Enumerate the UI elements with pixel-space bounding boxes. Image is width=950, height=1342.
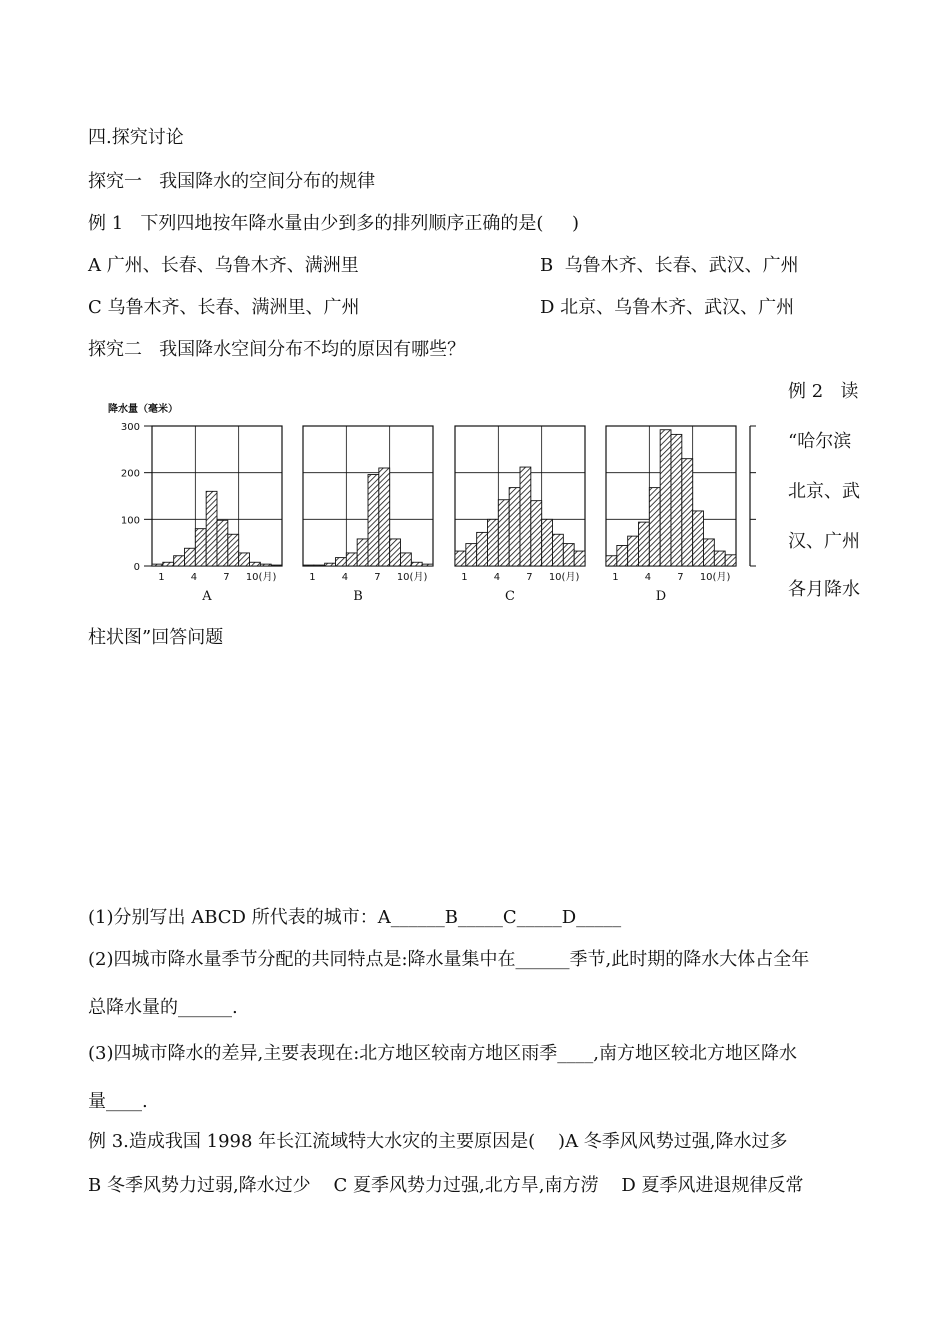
x-tick-label: 10(月) <box>699 572 731 583</box>
bar-d-month-4 <box>639 522 650 566</box>
option-c: C 乌鲁木齐、长春、满洲里、广州 <box>88 297 360 318</box>
bar-b-month-10 <box>401 553 412 566</box>
bar-c-month-1 <box>455 551 466 566</box>
bar-a-month-8 <box>228 534 239 566</box>
x-tick-label: 1 <box>158 572 165 583</box>
bar-c-month-5 <box>498 500 509 566</box>
bar-a-month-5 <box>195 529 206 566</box>
bar-a-month-12 <box>271 565 282 566</box>
bar-b-month-7 <box>368 475 379 566</box>
panel-caption-b: B <box>353 589 363 604</box>
option-b: B 乌鲁木齐、长春、武汉、广州 <box>540 255 799 276</box>
bar-c-month-2 <box>466 544 477 566</box>
precipitation-chart-svg <box>104 396 764 608</box>
x-tick-label: 7 <box>223 572 230 583</box>
bar-d-month-9 <box>693 511 704 566</box>
option-d: D 北京、乌鲁木齐、武汉、广州 <box>540 297 795 318</box>
example-three-line: 例 3.造成我国 1998 年长江流域特大水灾的主要原因是( )A 冬季风风势过强,降水过多 <box>88 1131 788 1152</box>
question-1: (1)分别写出 ABCD 所代表的城市：A______B_____C_____D_____ <box>88 907 622 928</box>
bar-a-month-6 <box>206 491 217 566</box>
example-two-side-line: 例 2 读 <box>788 381 859 402</box>
x-tick-label: 4 <box>493 572 501 583</box>
bar-c-month-6 <box>509 488 520 566</box>
y-tick-label: 200 <box>120 468 140 480</box>
y-axis-label: 降水量（毫米） <box>108 404 178 415</box>
example-two-side-line: 汉、广州 <box>788 531 860 552</box>
x-tick-label: 7 <box>526 572 533 583</box>
section-title: 四.探究讨论 <box>88 127 184 148</box>
y-tick-label: 300 <box>120 422 140 433</box>
bar-a-month-11 <box>260 564 271 566</box>
panel-caption-d: D <box>655 589 667 604</box>
bar-d-month-1 <box>606 556 617 566</box>
x-tick-label: 7 <box>374 572 381 583</box>
x-tick-label: 4 <box>190 572 198 583</box>
bar-c-month-4 <box>488 519 499 566</box>
example-two-tail: 柱状图”回答问题 <box>88 627 224 648</box>
question-3-cont: 量____. <box>88 1091 148 1112</box>
panel-caption-a: A <box>202 589 212 604</box>
question-2: (2)四城市降水量季节分配的共同特点是:降水量集中在______季节,此时期的降水大体占全年 <box>88 949 810 970</box>
x-tick-label: 10(月) <box>548 572 580 583</box>
bar-b-month-12 <box>422 564 433 566</box>
example-one-question: 例 1 下列四地按年降水量由少到多的排列顺序正确的是( ) <box>88 213 579 234</box>
explore-two-heading: 探究二 我国降水空间分布不均的原因有哪些？ <box>88 339 466 360</box>
x-tick-label: 4 <box>644 572 652 583</box>
bar-a-month-4 <box>185 548 196 566</box>
panel-caption-c: C <box>505 589 515 604</box>
bar-c-month-12 <box>574 551 585 566</box>
bar-b-month-4 <box>336 558 347 566</box>
x-tick-label: 4 <box>341 572 349 583</box>
bar-c-month-7 <box>520 467 531 566</box>
x-tick-label: 10(月) <box>245 572 277 583</box>
y-tick-label: 100 <box>120 515 140 527</box>
bar-c-month-11 <box>563 544 574 566</box>
example-two-side-line: 各月降水 <box>788 579 860 600</box>
question-2-cont: 总降水量的______. <box>88 997 238 1018</box>
bar-a-month-9 <box>239 553 250 566</box>
x-tick-label: 1 <box>461 572 468 583</box>
option-a: A 广州、长春、乌鲁木齐、满洲里 <box>88 255 359 276</box>
x-tick-label: 7 <box>677 572 684 583</box>
bar-d-month-11 <box>714 551 725 566</box>
bar-b-month-9 <box>390 539 401 566</box>
bar-c-month-3 <box>477 532 488 566</box>
bar-c-month-8 <box>531 501 542 566</box>
bar-d-month-8 <box>682 459 693 566</box>
bar-d-month-2 <box>617 545 628 566</box>
bar-a-month-1 <box>152 564 163 566</box>
x-tick-label: 1 <box>612 572 619 583</box>
bar-d-month-5 <box>649 488 660 566</box>
x-tick-label: 1 <box>309 572 316 583</box>
bar-a-month-2 <box>163 562 174 566</box>
bar-b-month-8 <box>379 468 390 566</box>
bar-b-month-6 <box>357 539 368 566</box>
bar-b-month-5 <box>346 553 357 566</box>
bar-b-month-1 <box>303 565 314 566</box>
question-3: (3)四城市降水的差异,主要表现在:北方地区较南方地区雨季____,南方地区较北方地区降水 <box>88 1043 798 1064</box>
bar-c-month-9 <box>542 519 553 566</box>
example-three-line: B 冬季风势力过弱,降水过少 C 夏季风势力过强,北方旱,南方涝 D 夏季风进退规律反常 <box>88 1175 804 1196</box>
bar-b-month-3 <box>325 563 336 566</box>
bar-d-month-7 <box>671 434 682 566</box>
bar-a-month-3 <box>174 556 185 566</box>
precipitation-chart <box>104 396 764 608</box>
explore-one-heading: 探究一 我国降水的空间分布的规律 <box>88 171 376 192</box>
y-tick-label: 0 <box>133 562 140 573</box>
bar-c-month-10 <box>553 534 564 566</box>
bar-d-month-6 <box>660 430 671 566</box>
example-two-side-line: “哈尔滨 <box>788 431 852 452</box>
example-two-side-line: 北京、武 <box>788 481 860 502</box>
bar-b-month-2 <box>314 565 325 566</box>
x-tick-label: 10(月) <box>396 572 428 583</box>
bar-d-month-10 <box>704 539 715 566</box>
bar-a-month-7 <box>217 520 228 566</box>
bar-a-month-10 <box>250 562 261 566</box>
bar-d-month-12 <box>725 555 736 566</box>
bar-d-month-3 <box>628 536 639 566</box>
bar-b-month-11 <box>411 562 422 566</box>
